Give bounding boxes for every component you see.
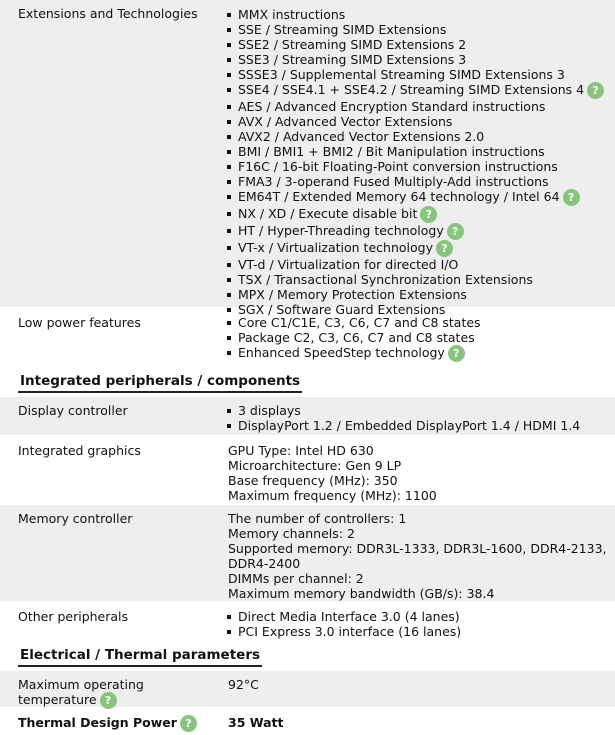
item-text: SSE4 / SSE4.1 + SSE4.2 / Streaming SIMD Extensions 4 [238, 82, 585, 97]
row-label: Thermal Design Power ? [0, 709, 210, 733]
list-item [230, 240, 615, 257]
row-label: Integrated graphics [18, 443, 141, 458]
list-item: Package C2, C3, C6, C7 and C8 states [230, 330, 615, 345]
list-item: MMX instructions [230, 7, 615, 22]
list-item [230, 189, 615, 206]
row-low-power [0, 309, 615, 367]
spec-line: Microarchitecture: Gen 9 LP [228, 458, 402, 473]
list-item: VT-d / Virtualization for directed I/O [230, 257, 615, 272]
row-display-controller [0, 397, 615, 437]
row-label [0, 671, 210, 707]
list-item: AES / Advanced Encryption Standard instructions [230, 99, 615, 114]
spec-line: Base frequency (MHz): 350 [228, 473, 398, 488]
list-item: AVX / Advanced Vector Extensions [230, 114, 615, 129]
section-title-peripherals: Integrated peripherals / components [0, 367, 615, 397]
list-item: SSE / Streaming SIMD Extensions [230, 22, 615, 37]
list-item: SSSE3 / Supplemental Streaming SIMD Extensions 3 [230, 67, 615, 82]
help-icon[interactable]: ? [420, 206, 437, 223]
row-value [210, 397, 615, 435]
help-icon[interactable]: ? [180, 715, 197, 732]
row-value [210, 603, 615, 639]
list-item: MPX / Memory Protection Extensions [230, 287, 615, 302]
list-item [230, 223, 615, 240]
help-icon[interactable]: ? [100, 692, 117, 709]
help-icon[interactable]: ? [448, 345, 465, 362]
other-peripherals-list [218, 609, 615, 639]
row-extensions [0, 0, 615, 317]
row-value [210, 0, 615, 317]
spec-line: Maximum memory bandwidth (GB/s): 38.4 [228, 586, 495, 601]
list-item: SGX / Software Guard Extensions [230, 302, 615, 317]
row-label: Other peripherals [18, 609, 129, 624]
row-tdp [0, 709, 615, 735]
item-text: VT-x / Virtualization technology [238, 240, 433, 255]
row-label: Memory controller [18, 511, 133, 526]
display-list [218, 403, 615, 433]
list-item: F16C / 16-bit Floating-Point conversion instructions [230, 159, 615, 174]
list-item: Core C1/C1E, C3, C6, C7 and C8 states [230, 315, 615, 330]
row-label: Extensions and Technologies [18, 6, 198, 21]
spec-line: The number of controllers: 1 [228, 511, 407, 526]
row-value: 92°C [228, 677, 259, 692]
spec-line: Memory channels: 2 [228, 526, 355, 541]
list-item [230, 206, 615, 223]
list-item: DisplayPort 1.2 / Embedded DisplayPort 1.4 / HDMI 1.4 [230, 418, 615, 433]
item-text: NX / XD / Execute disable bit [238, 206, 418, 221]
row-integrated-graphics [0, 437, 615, 505]
row-other-peripherals [0, 603, 615, 641]
item-text: Enhanced SpeedStep technology [238, 345, 445, 360]
help-icon[interactable]: ? [447, 223, 464, 240]
list-item: AVX2 / Advanced Vector Extensions 2.0 [230, 129, 615, 144]
item-text: HT / Hyper-Threading technology [238, 223, 444, 238]
spec-line: Maximum frequency (MHz): 1100 [228, 488, 437, 503]
spec-line: DIMMs per channel: 2 [228, 571, 364, 586]
list-item [230, 82, 615, 99]
list-item: SSE2 / Streaming SIMD Extensions 2 [230, 37, 615, 52]
list-item: 3 displays [230, 403, 615, 418]
list-item: BMI / BMI1 + BMI2 / Bit Manipulation instructions [230, 144, 615, 159]
row-value [210, 309, 615, 365]
help-icon[interactable]: ? [436, 240, 453, 257]
row-label: Low power features [18, 315, 141, 330]
low-power-list [218, 315, 615, 362]
row-memory-controller [0, 505, 615, 603]
list-item: PCI Express 3.0 interface (16 lanes) [230, 624, 615, 639]
spec-line: DDR4-2400 [228, 556, 301, 571]
row-value: 35 Watt [228, 715, 284, 730]
label-line: temperature ? [18, 692, 210, 709]
spec-line: Supported memory: DDR3L-1333, DDR3L-1600, DDR4-2133, [228, 541, 607, 556]
row-value [210, 437, 615, 503]
list-item: TSX / Transactional Synchronization Extensions [230, 272, 615, 287]
row-max-temperature [0, 671, 615, 709]
help-icon[interactable]: ? [563, 189, 580, 206]
list-item: SSE3 / Streaming SIMD Extensions 3 [230, 52, 615, 67]
list-item: Direct Media Interface 3.0 (4 lanes) [230, 609, 615, 624]
row-value [210, 505, 615, 601]
label-line: Maximum operating [18, 677, 144, 692]
item-text: EM64T / Extended Memory 64 technology / Intel 64 [238, 189, 560, 204]
extensions-list [218, 7, 615, 317]
section-title-electrical: Electrical / Thermal parameters [0, 641, 615, 671]
spec-line: GPU Type: Intel HD 630 [228, 443, 374, 458]
row-label: Display controller [18, 403, 128, 418]
list-item [230, 345, 615, 362]
list-item: FMA3 / 3-operand Fused Multiply-Add instructions [230, 174, 615, 189]
help-icon[interactable]: ? [587, 82, 604, 99]
